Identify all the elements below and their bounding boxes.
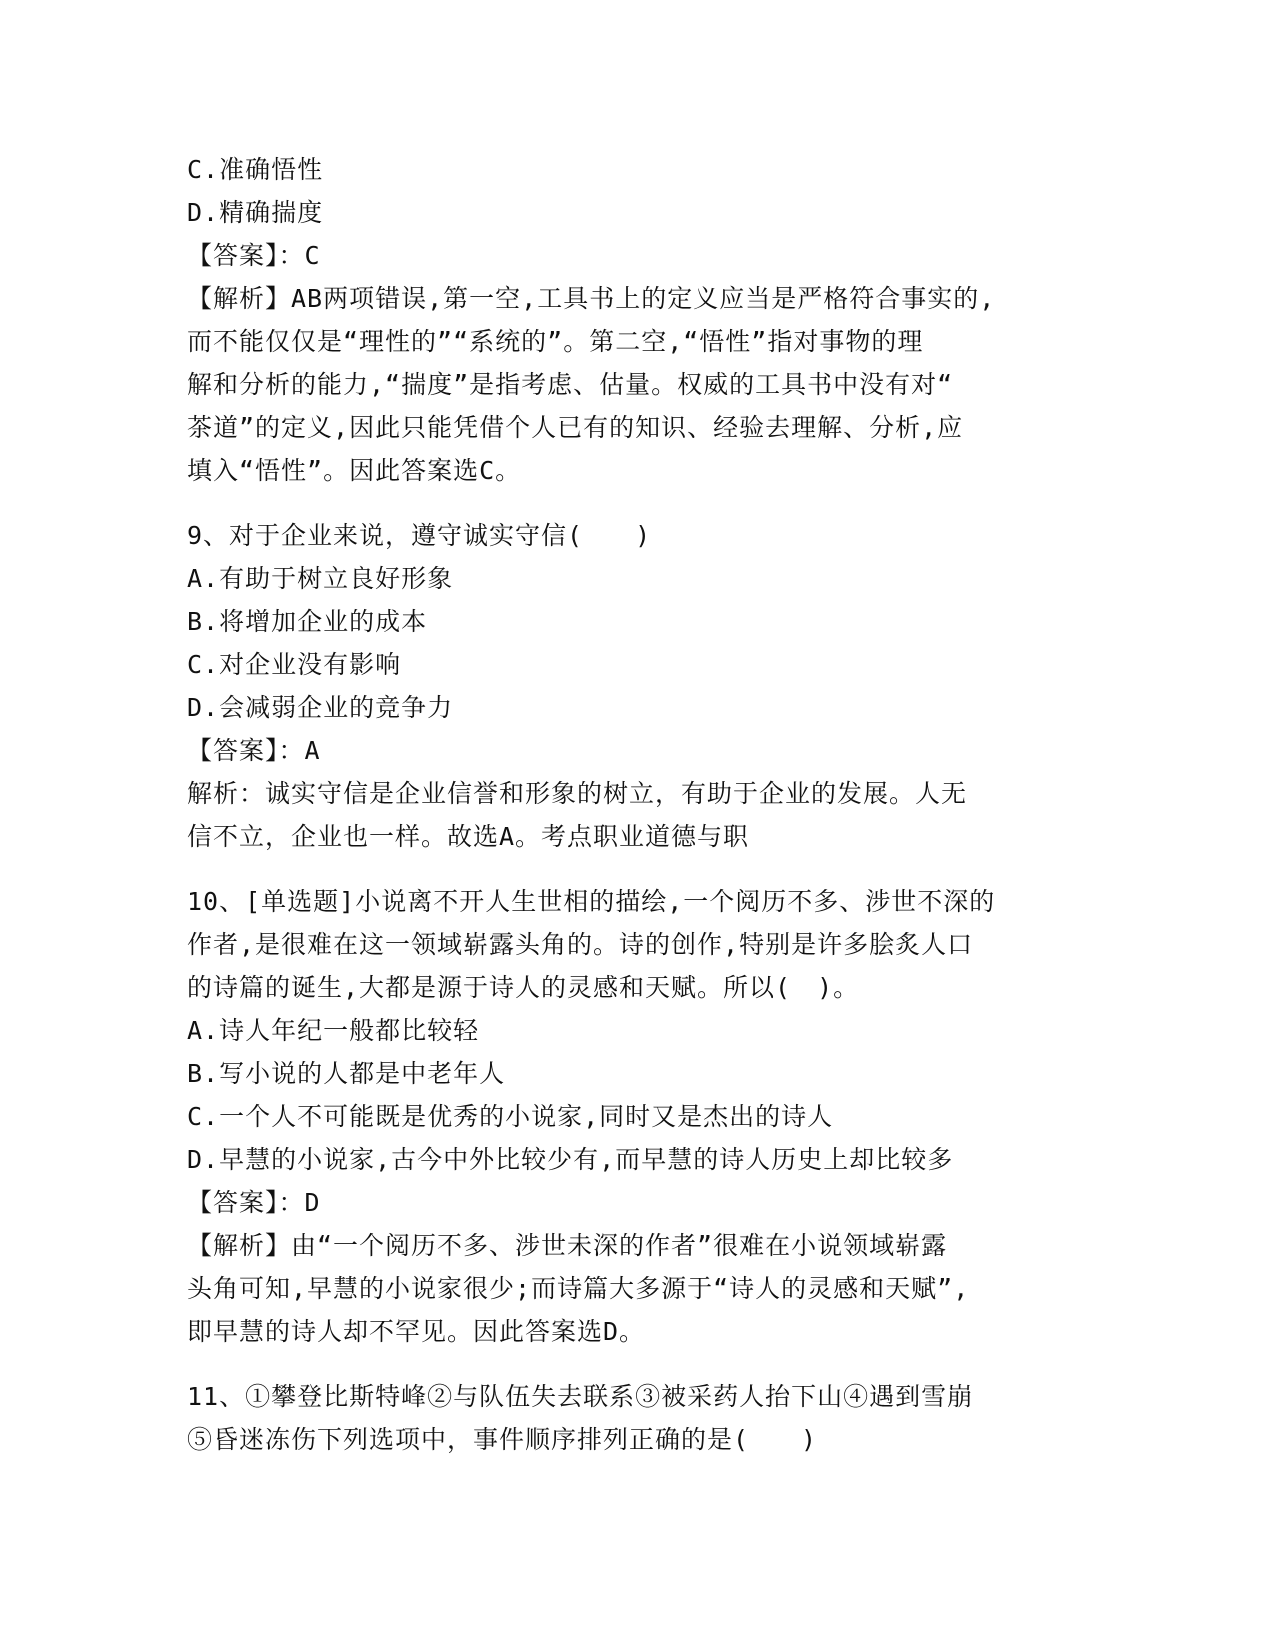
option-d: D.会减弱企业的竞争力 (187, 693, 454, 722)
question-gap (187, 1353, 1087, 1375)
question-gap (187, 492, 1087, 514)
option-d: D.精确揣度 (187, 198, 324, 227)
question-stem-10: 10、[单选题]小说离不开人生世相的描绘,一个阅历不多、涉世不深的 (187, 887, 996, 916)
option-b: B.将增加企业的成本 (187, 607, 428, 636)
analysis-line: 【解析】由“一个阅历不多、涉世未深的作者”很难在小说领域崭露 (187, 1231, 948, 1260)
answer-line: 【答案】：A (187, 736, 321, 765)
analysis-line: 即早慧的诗人却不罕见。因此答案选D。 (187, 1317, 646, 1346)
analysis-line: 信不立，企业也一样。故选A。考点职业道德与职 (187, 822, 750, 851)
analysis-line: 而不能仅仅是“理性的”“系统的”。第二空,“悟性”指对事物的理 (187, 327, 924, 356)
answer-line: 【答案】：D (187, 1188, 321, 1217)
option-a: A.有助于树立良好形象 (187, 564, 454, 593)
analysis-line: 【解析】AB两项错误,第一空,工具书上的定义应当是严格符合事实的, (187, 284, 996, 313)
analysis-line: 填入“悟性”。因此答案选C。 (187, 456, 522, 485)
option-a: A.诗人年纪一般都比较轻 (187, 1016, 480, 1045)
option-b: B.写小说的人都是中老年人 (187, 1059, 506, 1088)
question-stem-11: ⑤昏迷冻伤下列选项中，事件顺序排列正确的是( ) (187, 1425, 818, 1454)
question-gap (187, 858, 1087, 880)
analysis-line: 解和分析的能力,“揣度”是指考虑、估量。权威的工具书中没有对“ (187, 370, 954, 399)
analysis-line: 头角可知,早慧的小说家很少;而诗篇大多源于“诗人的灵感和天赋”, (187, 1274, 970, 1303)
question-stem-10: 的诗篇的诞生,大都是源于诗人的灵感和天赋。所以( )。 (187, 973, 860, 1002)
option-c: C.对企业没有影响 (187, 650, 402, 679)
option-c: C.一个人不可能既是优秀的小说家,同时又是杰出的诗人 (187, 1102, 834, 1131)
option-d: D.早慧的小说家,古今中外比较少有,而早慧的诗人历史上却比较多 (187, 1145, 954, 1174)
question-stem-9: 9、对于企业来说，遵守诚实守信( ) (187, 521, 652, 550)
question-stem-11: 11、①攀登比斯特峰②与队伍失去联系③被采药人抬下山④遇到雪崩 (187, 1382, 974, 1411)
analysis-line: 茶道”的定义,因此只能凭借个人已有的知识、经验去理解、分析,应 (187, 413, 964, 442)
answer-line: 【答案】：C (187, 241, 321, 270)
question-stem-10: 作者,是很难在这一领域崭露头角的。诗的创作,特别是许多脍炙人口 (187, 930, 974, 959)
analysis-line: 解析：诚实守信是企业信誉和形象的树立，有助于企业的发展。人无 (187, 779, 968, 808)
option-c: C.准确悟性 (187, 155, 324, 184)
document-page (187, 148, 1087, 1461)
